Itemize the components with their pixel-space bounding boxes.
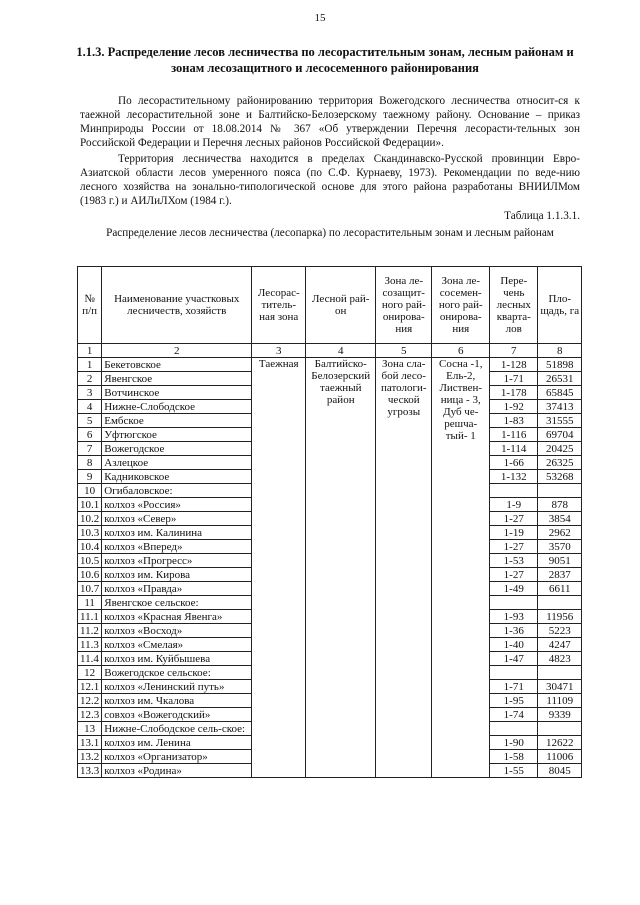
header-name: Наименование участковых лесничеств, хозяйств xyxy=(102,267,252,344)
row-number: 12 xyxy=(78,666,102,680)
row-number: 9 xyxy=(78,470,102,484)
row-name: Явенгское xyxy=(102,372,252,386)
row-blocks: 1-66 xyxy=(490,456,538,470)
row-blocks: 1-55 xyxy=(490,764,538,778)
row-name: колхоз «Прогресс» xyxy=(102,554,252,568)
row-name: Вожегодское сельское: xyxy=(102,666,252,680)
row-number: 12.2 xyxy=(78,694,102,708)
paragraph-zoning: По лесорастительному районированию территория Вожегодского лесничества относит-ся к таежной лесорастительной зоне и Балтийско-Белозерскому таежному району. Основание – приказ Минприроды России от 18.08.2014 № 367 «Об утверждении Перечня лесорасти-тельных зон Российской Федерации и Перечня лесных районов Российской Федерации». xyxy=(80,95,580,149)
row-area: 3854 xyxy=(538,512,582,526)
row-area: 51898 xyxy=(538,358,582,372)
row-name: колхоз им. Ленина xyxy=(102,736,252,750)
header-district: Лесной рай-он xyxy=(306,267,376,344)
row-number: 10.5 xyxy=(78,554,102,568)
row-blocks: 1-19 xyxy=(490,526,538,540)
row-blocks: 1-132 xyxy=(490,470,538,484)
row-area: 11109 xyxy=(538,694,582,708)
row-area: 9051 xyxy=(538,554,582,568)
column-number: 7 xyxy=(490,344,538,358)
row-area: 6611 xyxy=(538,582,582,596)
row-number: 10.4 xyxy=(78,540,102,554)
row-name: Кадниковское xyxy=(102,470,252,484)
row-name: Нижне-Слободское сель-ское: xyxy=(102,722,252,736)
row-name: Азлецкое xyxy=(102,456,252,470)
zone-cell: Таежная xyxy=(252,358,306,778)
row-name: колхоз «Смелая» xyxy=(102,638,252,652)
row-name: Бекетовское xyxy=(102,358,252,372)
row-number: 13.3 xyxy=(78,764,102,778)
table-row xyxy=(78,358,582,372)
row-blocks xyxy=(490,484,538,498)
row-blocks: 1-114 xyxy=(490,442,538,456)
row-name: колхоз им. Чкалова xyxy=(102,694,252,708)
column-number: 3 xyxy=(252,344,306,358)
row-area: 69704 xyxy=(538,428,582,442)
row-area: 2962 xyxy=(538,526,582,540)
header-seed: Зона ле-сосемен-ного рай-онирова-ния xyxy=(432,267,490,344)
district-cell: Балтийско-Белозерский таежный район xyxy=(306,358,376,778)
table-caption: Распределение лесов лесничества (лесопарка) по лесорастительным зонам и лесным районам xyxy=(106,227,554,239)
row-number: 11.1 xyxy=(78,610,102,624)
forest-distribution-table xyxy=(77,266,582,778)
column-number-row xyxy=(78,344,582,358)
protect-zone-cell: Зона сла-бой лесо-патологи-ческой угрозы xyxy=(376,358,432,778)
row-area xyxy=(538,722,582,736)
row-area: 65845 xyxy=(538,386,582,400)
row-name: колхоз «Восход» xyxy=(102,624,252,638)
row-number: 13.2 xyxy=(78,750,102,764)
row-name: колхоз «Россия» xyxy=(102,498,252,512)
row-number: 10.2 xyxy=(78,512,102,526)
row-number: 12.3 xyxy=(78,708,102,722)
header-num: № п/п xyxy=(78,267,102,344)
row-area: 53268 xyxy=(538,470,582,484)
row-blocks: 1-178 xyxy=(490,386,538,400)
column-number: 4 xyxy=(306,344,376,358)
column-number: 5 xyxy=(376,344,432,358)
row-area: 20425 xyxy=(538,442,582,456)
seed-zone-cell: Сосна -1, Ель-2, Листвен-ница - 3, Дуб че-решча-тый- 1 xyxy=(432,358,490,778)
row-number: 3 xyxy=(78,386,102,400)
row-number: 11 xyxy=(78,596,102,610)
row-number: 4 xyxy=(78,400,102,414)
row-area: 2837 xyxy=(538,568,582,582)
row-name: колхоз им. Калинина xyxy=(102,526,252,540)
row-area: 26325 xyxy=(538,456,582,470)
row-area: 11956 xyxy=(538,610,582,624)
row-name: колхоз «Правда» xyxy=(102,582,252,596)
row-area: 9339 xyxy=(538,708,582,722)
row-number: 10 xyxy=(78,484,102,498)
row-blocks xyxy=(490,596,538,610)
row-blocks: 1-36 xyxy=(490,624,538,638)
row-blocks: 1-47 xyxy=(490,652,538,666)
row-number: 11.4 xyxy=(78,652,102,666)
row-name: Огибаловское: xyxy=(102,484,252,498)
page-number: 15 xyxy=(314,12,326,24)
row-area xyxy=(538,666,582,680)
header-zone: Лесорас-титель-ная зона xyxy=(252,267,306,344)
row-area: 37413 xyxy=(538,400,582,414)
row-area: 26531 xyxy=(538,372,582,386)
section-heading: 1.1.3. Распределение лесов лесничества по лесорастительным зонам, лесным районам и зонам лесозащитного и лесосеменного районирования xyxy=(76,45,574,75)
row-blocks: 1-128 xyxy=(490,358,538,372)
row-name: колхоз «Организатор» xyxy=(102,750,252,764)
row-area: 3570 xyxy=(538,540,582,554)
row-name: колхоз «Север» xyxy=(102,512,252,526)
row-name: колхоз «Родина» xyxy=(102,764,252,778)
row-area xyxy=(538,484,582,498)
row-blocks: 1-27 xyxy=(490,540,538,554)
row-area: 31555 xyxy=(538,414,582,428)
row-blocks: 1-9 xyxy=(490,498,538,512)
row-number: 11.2 xyxy=(78,624,102,638)
row-name: Явенгское сельское: xyxy=(102,596,252,610)
row-blocks: 1-49 xyxy=(490,582,538,596)
row-blocks: 1-116 xyxy=(490,428,538,442)
column-number: 1 xyxy=(78,344,102,358)
row-name: Вожегодское xyxy=(102,442,252,456)
row-number: 10.7 xyxy=(78,582,102,596)
paragraph-territory: Территория лесничества находится в пределах Скандинавско-Русской провинции Евро-Азиатской области лесов умеренного пояса (по С.Ф. Курнаеву, 1973). Рекомендации по веде-нию лесного хозяйства на зонально-типологической основе для этого района разработаны ВНИИЛМом (1983 г.) и АИЛиЛХом (1984 г.). xyxy=(80,153,580,207)
row-name: колхоз «Красная Явенга» xyxy=(102,610,252,624)
row-number: 6 xyxy=(78,428,102,442)
row-blocks: 1-53 xyxy=(490,554,538,568)
row-blocks: 1-93 xyxy=(490,610,538,624)
row-number: 11.3 xyxy=(78,638,102,652)
row-area: 12622 xyxy=(538,736,582,750)
row-name: Уфтюгское xyxy=(102,428,252,442)
row-area: 4823 xyxy=(538,652,582,666)
row-blocks: 1-27 xyxy=(490,568,538,582)
header-blocks: Пере-чень лесных кварта-лов xyxy=(490,267,538,344)
row-number: 10.6 xyxy=(78,568,102,582)
row-blocks: 1-40 xyxy=(490,638,538,652)
row-area: 30471 xyxy=(538,680,582,694)
column-number: 2 xyxy=(102,344,252,358)
row-blocks: 1-71 xyxy=(490,372,538,386)
table-header-row xyxy=(78,267,582,344)
row-number: 10.3 xyxy=(78,526,102,540)
row-area: 878 xyxy=(538,498,582,512)
row-area xyxy=(538,596,582,610)
row-number: 10.1 xyxy=(78,498,102,512)
table-body xyxy=(78,358,582,778)
row-name: колхоз «Ленинский путь» xyxy=(102,680,252,694)
row-blocks: 1-27 xyxy=(490,512,538,526)
row-blocks: 1-90 xyxy=(490,736,538,750)
row-number: 12.1 xyxy=(78,680,102,694)
row-name: колхоз им. Куйбышева xyxy=(102,652,252,666)
row-blocks: 1-58 xyxy=(490,750,538,764)
row-number: 13.1 xyxy=(78,736,102,750)
row-area: 8045 xyxy=(538,764,582,778)
row-number: 7 xyxy=(78,442,102,456)
header-area: Пло-щадь, га xyxy=(538,267,582,344)
row-name: колхоз «Вперед» xyxy=(102,540,252,554)
row-name: колхоз им. Кирова xyxy=(102,568,252,582)
row-number: 8 xyxy=(78,456,102,470)
row-blocks: 1-71 xyxy=(490,680,538,694)
row-blocks xyxy=(490,666,538,680)
table-number: Таблица 1.1.3.1. xyxy=(504,210,580,222)
row-blocks: 1-83 xyxy=(490,414,538,428)
row-area: 11006 xyxy=(538,750,582,764)
row-blocks: 1-74 xyxy=(490,708,538,722)
row-blocks: 1-92 xyxy=(490,400,538,414)
header-protect: Зона ле-созащит-ного рай-онирова-ния xyxy=(376,267,432,344)
row-area: 4247 xyxy=(538,638,582,652)
row-number: 5 xyxy=(78,414,102,428)
row-number: 2 xyxy=(78,372,102,386)
column-number: 8 xyxy=(538,344,582,358)
row-name: Вотчинское xyxy=(102,386,252,400)
row-blocks xyxy=(490,722,538,736)
row-number: 1 xyxy=(78,358,102,372)
row-number: 13 xyxy=(78,722,102,736)
column-number: 6 xyxy=(432,344,490,358)
row-area: 5223 xyxy=(538,624,582,638)
row-name: Нижне-Слободское xyxy=(102,400,252,414)
row-blocks: 1-95 xyxy=(490,694,538,708)
row-name: Ембское xyxy=(102,414,252,428)
row-name: совхоз «Вожегодский» xyxy=(102,708,252,722)
